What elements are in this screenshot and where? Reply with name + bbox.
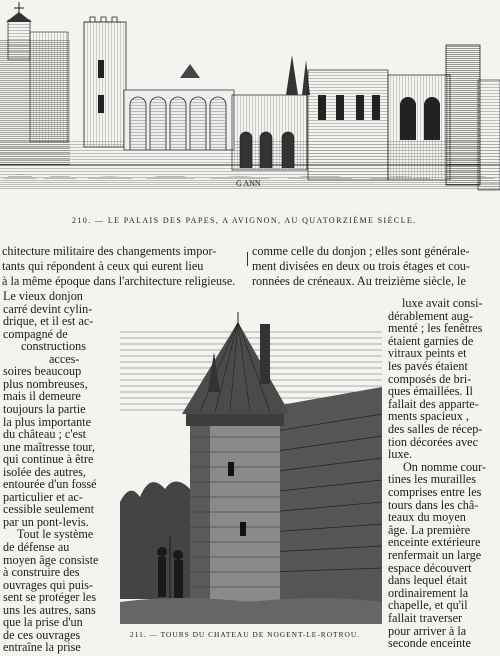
text-line: étaient garnies de (388, 333, 474, 348)
text-line: vitraux peints et (388, 346, 467, 361)
text-line: menté ; les fenêtres (388, 321, 483, 336)
text-line: uns les autres, sans (3, 602, 96, 617)
figure-211-caption (130, 630, 360, 639)
text-line: qui continue à être (3, 452, 94, 467)
text-line: Tout le système (17, 527, 94, 542)
text-line: une maîtresse tour, (3, 439, 95, 454)
text-line: comme celle du donjon ; elles sont générale- (252, 244, 470, 258)
text-line: pour arriver à la (388, 623, 467, 638)
engraver-signature: G ANN (236, 179, 261, 188)
text-line: tion décorées avec (388, 434, 479, 449)
text-line: comprises entre les (388, 485, 482, 499)
text-line: par un pont-levis. (3, 514, 89, 529)
text-line: à la même époque dans l'architecture religieuse. (2, 274, 236, 288)
text-line: luxe. (388, 447, 413, 462)
text-line: dérablement aug- (388, 308, 473, 323)
text-line: âge. La première (388, 522, 471, 537)
palais-des-papes-engraving (0, 0, 500, 210)
text-line: ordinairement la (388, 585, 469, 600)
text-line: carré devint cylin- (3, 301, 93, 316)
text-line: la plus importante (3, 414, 92, 429)
text-line: compagné de (3, 326, 68, 341)
text-line: les pavés étaient (388, 359, 468, 373)
text-line: espace découvert (388, 560, 472, 575)
text-line: du château ; c'est (3, 427, 87, 442)
text-line: ouvrages qui puis- (3, 577, 94, 592)
text-line: soires beaucoup (3, 364, 82, 379)
text-line: fallait des apparte- (388, 396, 479, 411)
figure-211-number: 211. (130, 630, 147, 639)
text-line: enceinte extérieure (388, 535, 481, 550)
figure-210-title: — LE PALAIS DES PAPES, A AVIGNON, AU QUATORZIÈME SIÈCLE. (95, 216, 417, 225)
text-line: entourée d'un fossé (3, 477, 97, 492)
text-line: dans lequel était (388, 573, 468, 588)
text-line: à construire des (3, 565, 80, 580)
figure-210-number: 210. (72, 216, 92, 225)
text-line: tants qui répondent à ceux qui eurent lieu (2, 259, 204, 273)
text-line: ment divisées en deux ou trois étages et cou- (252, 259, 470, 273)
text-line: des salles de récep- (388, 422, 483, 436)
text-line: fallait traverser (388, 611, 463, 625)
text-line: que la prise d'un (3, 615, 83, 630)
text-line: toujours la partie (3, 401, 86, 416)
text-line: teaux du moyen (388, 510, 466, 525)
text-line: ronnées de créneaux. Au treizième siècle, le (252, 274, 466, 288)
text-line: seconde enceinte (388, 636, 471, 651)
text-line: de ces ouvrages (3, 627, 81, 642)
text-line: drique, et il est ac- (3, 314, 94, 329)
text-line: renfermait un large (388, 548, 482, 562)
text-line: entraîne la prise (3, 640, 81, 655)
text-line: composés de bri- (388, 371, 472, 386)
text-line: chapelle, et qu'il (388, 598, 468, 613)
figure-210-caption (72, 216, 417, 225)
text-line: Le vieux donjon (3, 289, 83, 303)
text-line: tours dans les châ- (388, 497, 479, 512)
text-line: On nomme cour- (403, 459, 487, 474)
text-line: acces- (49, 351, 80, 366)
text-line: de défense au (3, 540, 70, 554)
text-line: particulier et ac- (3, 489, 83, 504)
text-line: constructions (21, 339, 86, 354)
figure-211-title: — TOURS DU CHATEAU DE NOGENT-LE-ROTROU. (149, 630, 361, 639)
text-line: sent se protéger les (3, 590, 97, 605)
text-line: isolée des autres, (3, 464, 86, 479)
column-rule (247, 252, 248, 266)
text-line: cessible seulement (3, 502, 95, 517)
text-line: moyen âge consiste (3, 552, 99, 567)
text-line: ques émaillées. Il (388, 384, 473, 399)
text-line: tines les murailles (388, 472, 477, 487)
text-line: plus nombreuses, (3, 376, 88, 391)
text-line: chitecture militaire des changements impor- (2, 244, 217, 258)
nogent-le-rotrou-engraving (120, 312, 382, 624)
text-line: mais il demeure (3, 389, 81, 404)
text-line: ments spacieux , (388, 409, 469, 424)
text-line: luxe avait consi- (402, 296, 483, 310)
